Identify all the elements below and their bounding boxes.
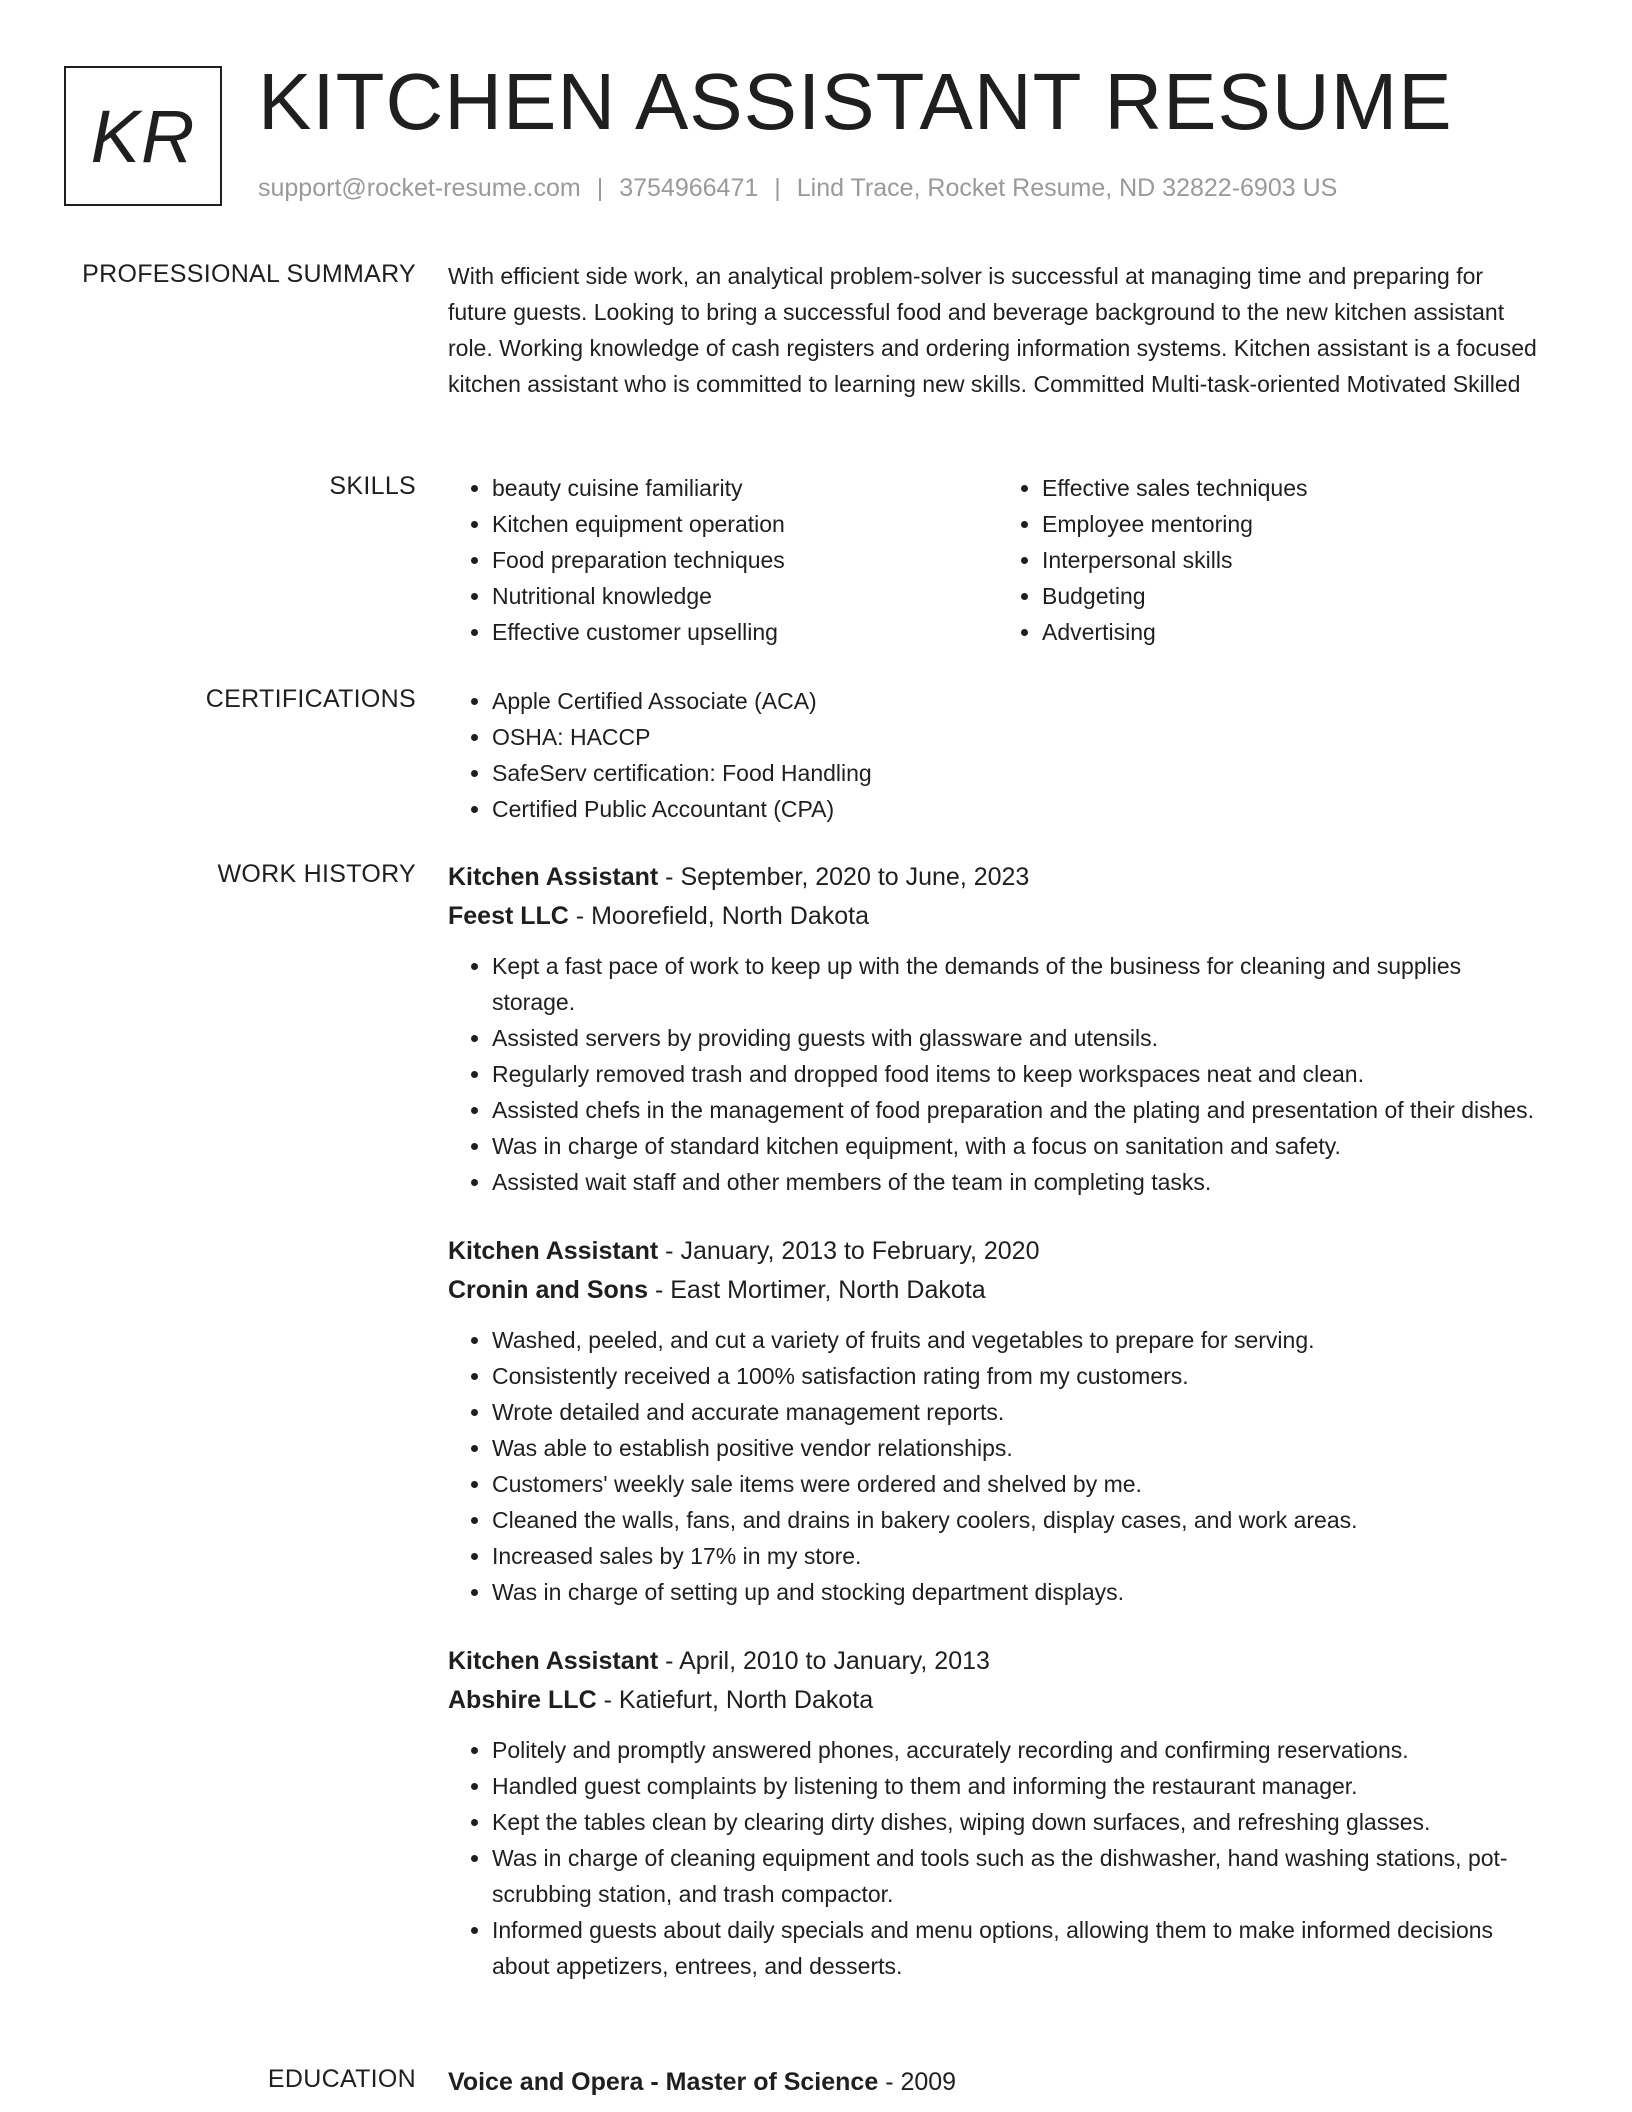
job-bullet: • Kept a fast pace of work to keep up with the demands of the business for cleaning and supplies storage. [492, 948, 1548, 1020]
monogram-box [64, 66, 222, 206]
skill-item: • Food preparation techniques [492, 542, 998, 578]
skill-item: • beauty cuisine familiarity [492, 470, 998, 506]
job-bullet: • Was in charge of cleaning equipment and tools such as the dishwasher, hand washing stations, pot-scrubbing station, and trash compactor. [492, 1840, 1548, 1912]
job-entry [448, 858, 1548, 1200]
job-company: Abshire LLC [448, 1686, 597, 1714]
job-dates: - April, 2010 to January, 2013 [658, 1647, 990, 1675]
job-bullet: • Assisted servers by providing guests with glassware and utensils. [492, 1020, 1548, 1056]
job-dates: - January, 2013 to February, 2020 [658, 1237, 1040, 1265]
summary-text: With efficient side work, an analytical problem-solver is successful at managing time and preparing for future guests. Looking to bring a successful food and beverage background to the new kitchen assistant role. Working knowledge of cash registers and ordering information systems. Kitchen assistant is a focused kitchen assistant who is committed to learning new skills. Committed Multi-task-oriented Motivated Skilled [448, 263, 1537, 397]
job-bullets [448, 948, 1548, 1200]
certification-item: • Apple Certified Associate (ACA) [492, 683, 1548, 719]
skills-heading: SKILLS [329, 472, 416, 500]
skill-item: • Nutritional knowledge [492, 578, 998, 614]
work-history-heading: WORK HISTORY [217, 860, 416, 888]
job-entry [448, 1642, 1548, 1984]
job-location: - Moorefield, North Dakota [568, 902, 869, 930]
contact-line [258, 174, 1337, 203]
job-title: Kitchen Assistant [448, 863, 659, 891]
job-bullet: • Assisted chefs in the management of food preparation and the plating and presentation of their dishes. [492, 1092, 1548, 1128]
job-bullets [448, 1322, 1548, 1610]
job-bullet: • Handled guest complaints by listening to them and informing the restaurant manager. [492, 1768, 1548, 1804]
job-bullet: • Washed, peeled, and cut a variety of fruits and vegetables to prepare for serving. [492, 1322, 1548, 1358]
contact-phone[interactable]: 3754966471 [619, 174, 759, 202]
monogram-initials: KR [90, 94, 196, 178]
job-company-line [448, 1271, 1548, 1310]
contact-separator: | [596, 174, 604, 202]
skill-item: • Advertising [1042, 614, 1548, 650]
certification-item: • SafeServ certification: Food Handling [492, 755, 1548, 791]
certifications-body [448, 683, 1548, 827]
job-bullet: • Was able to establish positive vendor relationships. [492, 1430, 1548, 1466]
education-year: - 2009 [878, 2068, 957, 2096]
job-bullet: • Politely and promptly answered phones, accurately recording and confirming reservations. [492, 1732, 1548, 1768]
job-location: - East Mortimer, North Dakota [648, 1276, 986, 1304]
contact-email[interactable]: support@rocket-resume.com [258, 174, 581, 202]
job-bullet: • Customers' weekly sale items were ordered and shelved by me. [492, 1466, 1548, 1502]
page-title: KITCHEN ASSISTANT RESUME [258, 57, 1453, 146]
job-title: Kitchen Assistant [448, 1237, 659, 1265]
skill-item: • Interpersonal skills [1042, 542, 1548, 578]
skill-item: • Effective customer upselling [492, 614, 998, 650]
summary-heading: PROFESSIONAL SUMMARY [82, 260, 416, 288]
job-title: Kitchen Assistant [448, 1647, 659, 1675]
skills-grid [448, 470, 1548, 650]
certifications-list [448, 683, 1548, 827]
job-bullet: • Cleaned the walls, fans, and drains in bakery coolers, display cases, and work areas. [492, 1502, 1548, 1538]
education-body [448, 2063, 1548, 2102]
skill-item: • Effective sales techniques [1042, 470, 1548, 506]
skill-item: • Employee mentoring [1042, 506, 1548, 542]
certifications-heading: CERTIFICATIONS [205, 685, 416, 713]
job-company: Feest LLC [448, 902, 569, 930]
job-bullet: • Informed guests about daily specials and menu options, allowing them to make informed decisions about appetizers, entrees, and desserts. [492, 1912, 1548, 1984]
contact-address: Lind Trace, Rocket Resume, ND 32822-6903 US [796, 174, 1338, 202]
job-bullets [448, 1732, 1548, 1984]
skill-item: • Budgeting [1042, 578, 1548, 614]
job-bullet: • Consistently received a 100% satisfaction rating from my customers. [492, 1358, 1548, 1394]
education-heading: EDUCATION [267, 2065, 416, 2093]
education-line [448, 2063, 1548, 2102]
job-company-line [448, 897, 1548, 936]
job-bullet: • Kept the tables clean by clearing dirty dishes, wiping down surfaces, and refreshing glasses. [492, 1804, 1548, 1840]
job-title-line [448, 858, 1548, 897]
contact-separator: | [774, 174, 781, 202]
skills-list-right [998, 470, 1548, 650]
summary-body [448, 258, 1548, 402]
job-company: Cronin and Sons [448, 1276, 648, 1304]
job-dates: - September, 2020 to June, 2023 [658, 863, 1030, 891]
job-location: - Katiefurt, North Dakota [596, 1686, 874, 1714]
job-bullet: • Was in charge of standard kitchen equipment, with a focus on sanitation and safety. [492, 1128, 1548, 1164]
education-degree: Voice and Opera - Master of Science [448, 2068, 879, 2096]
certification-item: • OSHA: HACCP [492, 719, 1548, 755]
job-bullet: • Assisted wait staff and other members of the team in completing tasks. [492, 1164, 1548, 1200]
job-bullet: • Was in charge of setting up and stocking department displays. [492, 1574, 1548, 1610]
job-title-line [448, 1642, 1548, 1681]
job-title-line [448, 1232, 1548, 1271]
job-bullet: • Regularly removed trash and dropped food items to keep workspaces neat and clean. [492, 1056, 1548, 1092]
job-bullet: • Wrote detailed and accurate management reports. [492, 1394, 1548, 1430]
skill-item: • Kitchen equipment operation [492, 506, 998, 542]
certification-item: • Certified Public Accountant (CPA) [492, 791, 1548, 827]
job-entry [448, 1232, 1548, 1610]
job-bullet: • Increased sales by 17% in my store. [492, 1538, 1548, 1574]
job-company-line [448, 1681, 1548, 1720]
work-history-body [448, 858, 1548, 2016]
skills-list-left [448, 470, 998, 650]
